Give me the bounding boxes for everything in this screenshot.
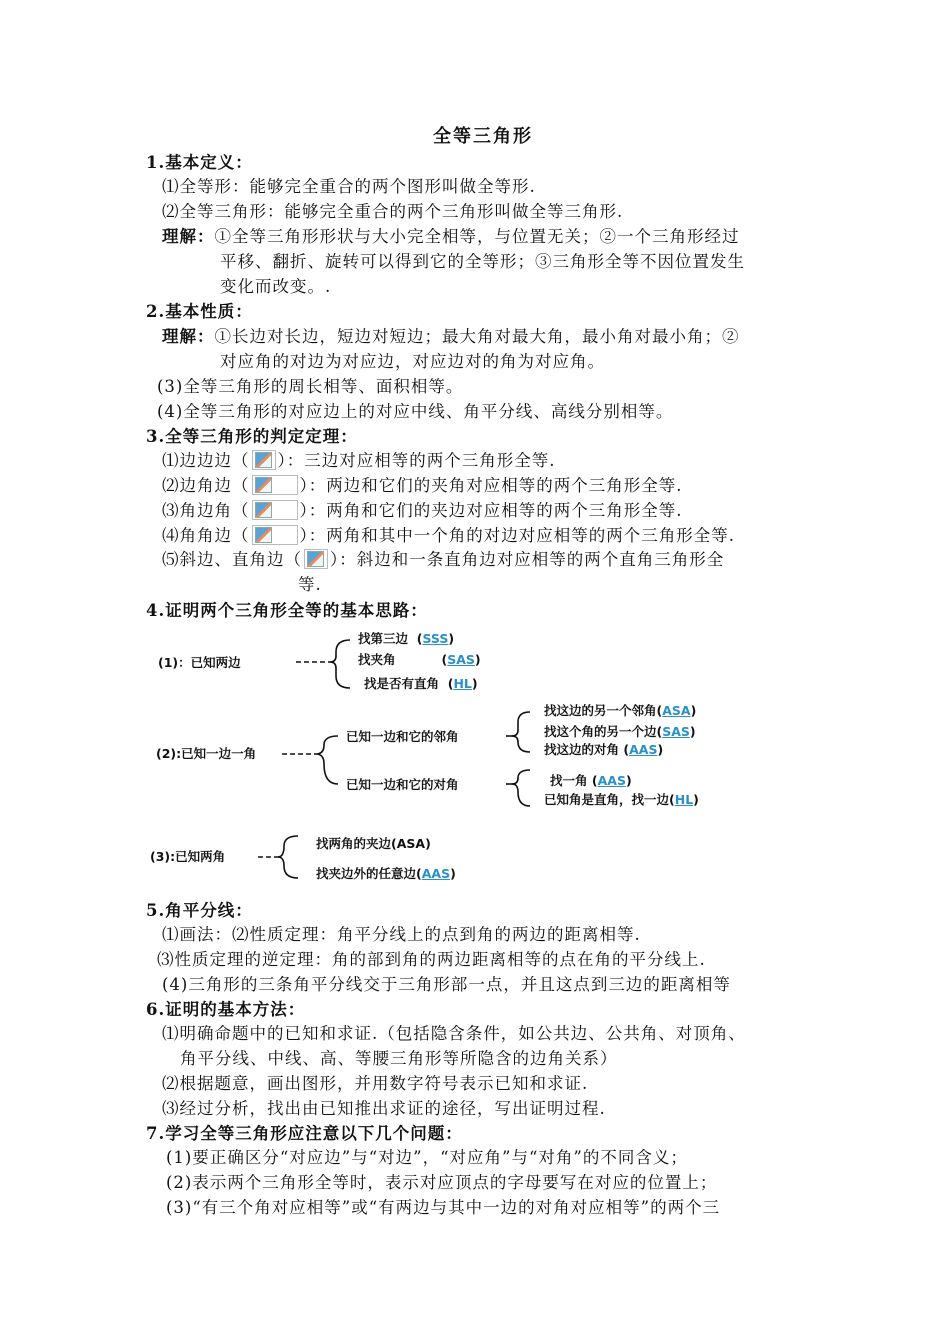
s5-line-3: (4)三角形的三条角平分线交于三角形部一点，并且这点到三边的距离相等 [162,975,731,994]
criterion-sas-name: ⑵边角边（ [162,476,250,495]
flow-2-leaf-2: 找这个角的另一个边(SAS) [544,724,696,739]
s1-line-2: ⑵全等三角形：能够完全重合的两个三角形叫做全等三角形. [162,202,624,221]
criterion-sss-name: ⑴边边边（ [162,451,250,470]
flow-2-leaf-1: 找这边的另一个邻角(ASA) [544,703,697,718]
s1-understand-label: 理解： [162,227,215,246]
criterion-hl-text: ）：斜边和一条直角边对应相等的两个直角三角形全 [330,550,725,569]
s2-line-2: 对应角的对边为对应边，对应边对的角为对应角。 [220,352,605,371]
flow-2-leaf-4-text: 找一角 [550,773,588,788]
flow-2-root: (2):已知一边一角 [156,746,257,761]
s2-understand-label: 理解： [162,327,215,346]
sas-link-2[interactable]: SAS [662,724,690,739]
flow-3-branch-2-text: 找夹边外的任意边 [316,866,417,881]
flow-1-branch-3-text: 找是否有直角 [364,676,440,691]
criterion-sas-text: ）：两边和它们的夹角对应相等的两个三角形全等. [299,476,683,495]
s6-line-3: ⑵根据题意，画出图形，并用数字符号表示已知和求证. [162,1074,589,1093]
s2-understand-text: ①长边对长边，短边对短边；最大角对最大角，最小角对最小角；② [214,327,740,346]
flow-1-branch-1: 找第三边 (SSS) [358,631,455,646]
flow-2-leaf-2-text: 找这个角的另一个边 [544,724,657,739]
s7-line-1: (1)要正确区分“对应边”与“对边”，“对应角”与“对角”的不同含义； [166,1148,688,1167]
s1-line-1: ⑴全等形：能够完全重合的两个图形叫做全等形. [162,177,536,196]
s1-line-5: 变化而改变。. [220,277,332,296]
s7-line-3: (3)“有三个角对应相等”或“有两边与其中一边的对角对应相等”的两个三 [166,1198,721,1217]
criterion-hl-cont: 等. [298,575,322,594]
flow-2-mid-1: 已知一边和它的邻角 [346,729,459,744]
flow-3-branch-2: 找夹边外的任意边(AAS) [316,866,456,881]
flow-1-branch-1-text: 找第三边 [358,631,409,646]
criterion-asa-text: ）：两角和它们的夹边对应相等的两个三角形全等. [299,501,683,520]
s6-line-2: 角平分线、中线、高、等腰三角形等所隐含的边角关系） [180,1049,618,1068]
flow-2-leaf-1-text: 找这边的另一个邻角 [544,703,657,718]
s6-line-4: ⑶经过分析，找出由已知推出求证的途径，写出证明过程. [162,1099,606,1118]
criterion-aas-name: ⑷角角边（ [162,526,250,545]
s5-line-2: ⑶性质定理的逆定理：角的部到角的两边距离相等的点在角的平分线上. [157,950,706,969]
criterion-asa-name: ⑶角边角（ [162,501,250,520]
flow-2-leaf-5: 已知角是直角，找一边(HL) [544,792,699,807]
s5-line-1: ⑴画法：⑵性质定理：角平分线上的点到角的两边的距离相等. [162,925,641,944]
flow-1-root: (1)：已知两边 [158,655,241,670]
s7-line-2: (2)表示两个三角形全等时，表示对应顶点的字母要写在对应的位置上； [166,1173,718,1192]
flow-3-root: (3):已知两角 [150,849,226,864]
flow-1-branch-2: 找夹角 (SAS) [358,652,481,667]
sas-link[interactable]: SAS [447,652,475,667]
flow-2-leaf-5-text: 已知角是直角，找一边 [544,792,670,807]
s2-line-4: (4)全等三角形的对应边上的对应中线、角平分线、高线分别相等。 [157,402,674,421]
section-5-heading: 5.角平分线： [146,901,253,920]
s1-line-4: 平移、翻折、旋转可以得到它的全等形；③三角形全等不因位置发生 [220,252,745,271]
s1-understand-text: ①全等三角形形状与大小完全相等，与位置无关；②一个三角形经过 [214,227,740,246]
section-6-heading: 6.证明的基本方法： [146,1000,306,1019]
criterion-aas-text: ）：两角和其中一个角的对边对应相等的两个三角形全等. [299,526,735,545]
flow-1-branch-2-text: 找夹角 [358,652,396,667]
section-1-heading: 1.基本定义： [146,153,253,172]
section-4-heading: 4.证明两个三角形全等的基本思路： [146,601,428,620]
criterion-hl-name: ⑸斜边、直角边（ [162,550,302,569]
hl-link-2[interactable]: HL [674,792,694,807]
flow-2-leaf-3-text: 找这边的对角 [544,742,620,757]
aas-link-3[interactable]: AAS [421,866,451,881]
aas-link[interactable]: AAS [629,742,658,757]
section-3-heading: 3.全等三角形的判定定理： [146,427,358,446]
flow-2-leaf-3: 找这边的对角 (AAS) [544,742,664,757]
hl-link[interactable]: HL [453,676,472,691]
flow-3-branch-1: 找两角的夹边(ASA) [316,836,431,851]
section-2-heading: 2.基本性质： [146,302,253,321]
flow-2-leaf-4: 找一角 (AAS) [550,773,632,788]
flow-1-branch-3: 找是否有直角 (HL) [364,676,478,691]
s2-line-3: (3)全等三角形的周长相等、面积相等。 [157,377,464,396]
sss-link[interactable]: SSS [422,631,449,646]
s6-line-1: ⑴明确命题中的已知和求证.（包括隐含条件，如公共边、公共角、对顶角、 [162,1024,746,1043]
asa-link[interactable]: ASA [662,703,691,718]
section-7-heading: 7.学习全等三角形应注意以下几个问题： [146,1124,463,1143]
page-title: 全等三角形 [433,126,533,147]
criterion-sss-text: ）：三边对应相等的两个三角形全等. [277,451,556,470]
aas-link-2[interactable]: AAS [597,773,626,788]
flow-2-mid-2: 已知一边和它的对角 [346,777,459,792]
